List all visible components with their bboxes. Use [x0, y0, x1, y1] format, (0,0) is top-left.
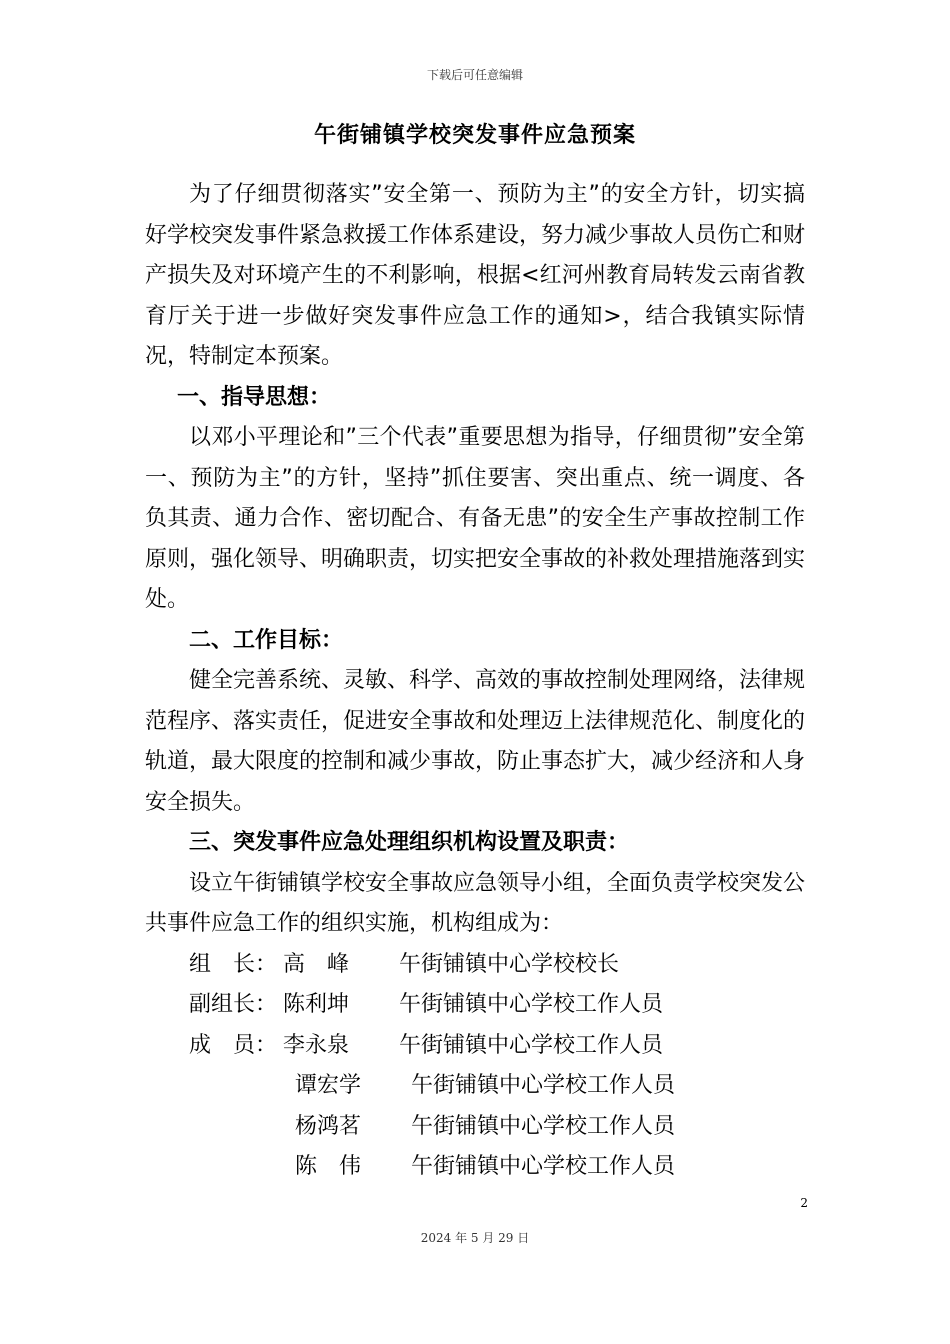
section-text-guiding-thought: 以邓小平理论和”三个代表”重要思想为指导，仔细贯彻”安全第一、预防为主”的方针，坚持”抓住要害、突出重点、统一调度、各负其责、通力合作、密切配合、有备无患”的安全生产事故控制工作原则，强化领导、明确职责，切实把安全事故的补救处理措施落到实处。: [145, 425, 806, 612]
member-name: 杨鸿茗: [295, 1113, 362, 1139]
member-name: 高 峰: [283, 951, 350, 977]
section-heading-work-goals: 二、工作目标：: [189, 627, 344, 653]
intro-paragraph: 为了仔细贯彻落实”安全第一、预防为主”的安全方针，切实搞好学校突发事件紧急救援工作体系建设，努力减少事故人员伤亡和财产损失及对环境产生的不利影响，根据<红河州教育局转发云南省教育厅关于进一步做好突发事件应急工作的通知>，结合我镇实际情况，特制定本预案。: [145, 182, 806, 369]
footer-date: 2024 年 5 月 29 日: [420, 1231, 530, 1245]
header-note: 下载后可任意编辑: [426, 68, 523, 82]
member-name: 李永泉: [283, 1032, 350, 1058]
section-text-work-goals: 健全完善系统、灵敏、科学、高效的事故控制处理网络，法律规范程序、落实责任，促进安全事故和处理迈上法律规范化、制度化的轨道，最大限度的控制和减少事故，防止事态扩大，减少经济和人身安全损失。: [145, 668, 806, 815]
member-role: 副组长：: [189, 992, 278, 1017]
section-text-organization: 设立午街铺镇学校安全事故应急领导小组，全面负责学校突发公共事件应急工作的组织实施，机构组成为：: [145, 870, 806, 936]
section-heading-organization: 三、突发事件应急处理组织机构设置及职责：: [189, 830, 630, 855]
member-role: [145, 1107, 295, 1148]
member-role: [145, 1066, 295, 1107]
member-row: [145, 945, 805, 986]
member-position: 午街铺镇中心学校工作人员: [411, 1154, 676, 1179]
document-title: 午街铺镇学校突发事件应急预案: [313, 123, 636, 148]
member-row: [145, 985, 805, 1026]
member-position: 午街铺镇中心学校校长: [399, 951, 620, 977]
member-role: 组 长：: [189, 951, 278, 977]
member-name: 陈利坤: [283, 992, 350, 1017]
member-row: [145, 1147, 805, 1188]
member-row: [145, 1066, 805, 1107]
page-number: 2: [800, 1196, 808, 1210]
document-body: [145, 175, 805, 1188]
member-role: 成 员：: [189, 1032, 278, 1058]
member-role: [145, 1147, 295, 1188]
member-list: [145, 945, 805, 1188]
member-position: 午街铺镇中心学校工作人员: [399, 992, 664, 1017]
member-position: 午街铺镇中心学校工作人员: [399, 1032, 664, 1058]
member-position: 午街铺镇中心学校工作人员: [411, 1073, 676, 1098]
member-position: 午街铺镇中心学校工作人员: [411, 1113, 676, 1139]
member-row: [145, 1107, 805, 1148]
member-row: [145, 1026, 805, 1067]
section-heading-guiding-thought: 一、指导思想：: [177, 384, 332, 410]
member-name: 陈 伟: [295, 1154, 362, 1179]
member-name: 谭宏学: [295, 1073, 362, 1098]
